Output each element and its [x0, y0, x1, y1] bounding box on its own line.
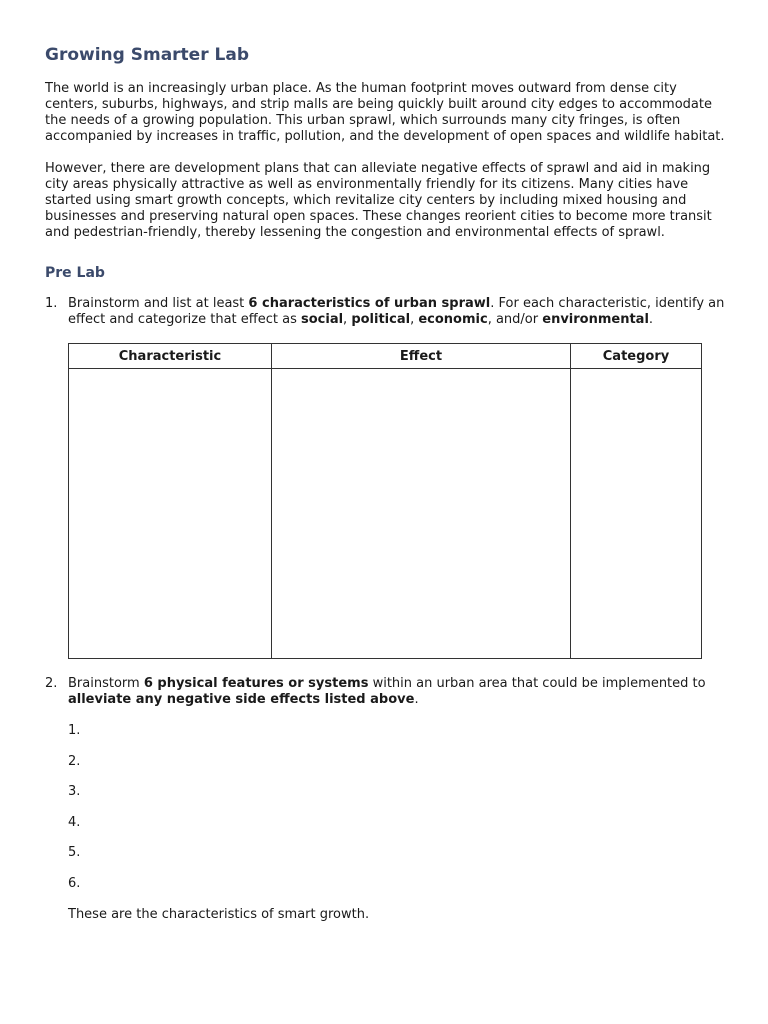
- closing-statement: These are the characteristics of smart growth.: [68, 906, 370, 922]
- question-1-text: .: [648, 312, 654, 327]
- sprawl-characteristics-table: [68, 343, 702, 659]
- effect-cell[interactable]: [272, 369, 571, 659]
- section-heading-pre-lab: Pre Lab: [45, 265, 105, 281]
- header-characteristic: Characteristic: [69, 344, 272, 369]
- intro-paragraph-1: The world is an increasingly urban place. As the human footprint moves outward from dense city centers, suburbs, highways, and strip malls are being quickly built around city edges to accommodate the needs of a growing population. This urban sprawl, which surrounds many city fringes, is often accompanied by increases in traffic, pollution, and the development of open spaces and wildlife habitat.: [45, 81, 725, 144]
- list-item: 3.: [68, 784, 81, 800]
- question-2-bold-alleviate: alleviate any negative side effects listed above: [68, 692, 415, 707]
- question-2-text: Brainstorm: [68, 676, 144, 691]
- question-2-text: .: [414, 692, 419, 707]
- category-social: social: [300, 312, 344, 327]
- header-category: Category: [571, 344, 702, 369]
- list-item: 5.: [68, 845, 81, 861]
- table-row: [69, 369, 702, 659]
- question-1-text: . For each characteristic, identify an effect and categorize that effect as: [68, 296, 725, 327]
- question-1-number: 1.: [45, 296, 58, 311]
- separator: ,: [343, 312, 352, 327]
- header-effect: Effect: [272, 344, 571, 369]
- category-cell[interactable]: [571, 369, 702, 659]
- category-political: political: [351, 312, 411, 327]
- question-1: [45, 296, 725, 328]
- question-2-bold-features: 6 physical features or systems: [143, 676, 369, 691]
- document-page: [45, 44, 725, 923]
- list-item: 2.: [68, 753, 81, 769]
- question-1-text: Brainstorm and list at least: [68, 296, 249, 311]
- category-economic: economic: [418, 312, 488, 327]
- question-2: [45, 676, 725, 708]
- question-1-text: , and/or: [487, 312, 543, 327]
- intro-paragraph-2: However, there are development plans that can alleviate negative effects of sprawl and aid in making city areas physically attractive as well as environmentally friendly for its citizens. Many cities have started using smart growth concepts, which revitalize city centers by including mixed housing and businesses and preserving natural open spaces. These changes reorient cities to become more transit and pedestrian-friendly, thereby lessening the congestion and environmental effects of sprawl.: [45, 161, 712, 240]
- list-item: 6.: [68, 875, 81, 891]
- category-environmental: environmental: [542, 312, 649, 327]
- document-title: Growing Smarter Lab: [45, 45, 249, 65]
- separator: ,: [410, 312, 419, 327]
- characteristic-cell[interactable]: [69, 369, 272, 659]
- table-header-row: [69, 344, 702, 369]
- features-list: [45, 723, 725, 892]
- question-2-number: 2.: [45, 676, 58, 691]
- question-2-text: within an urban area that could be implemented to: [368, 676, 706, 691]
- question-1-bold-sprawl: 6 characteristics of urban sprawl: [248, 296, 491, 311]
- list-item: 1.: [68, 723, 81, 738]
- list-item: 4.: [68, 814, 81, 830]
